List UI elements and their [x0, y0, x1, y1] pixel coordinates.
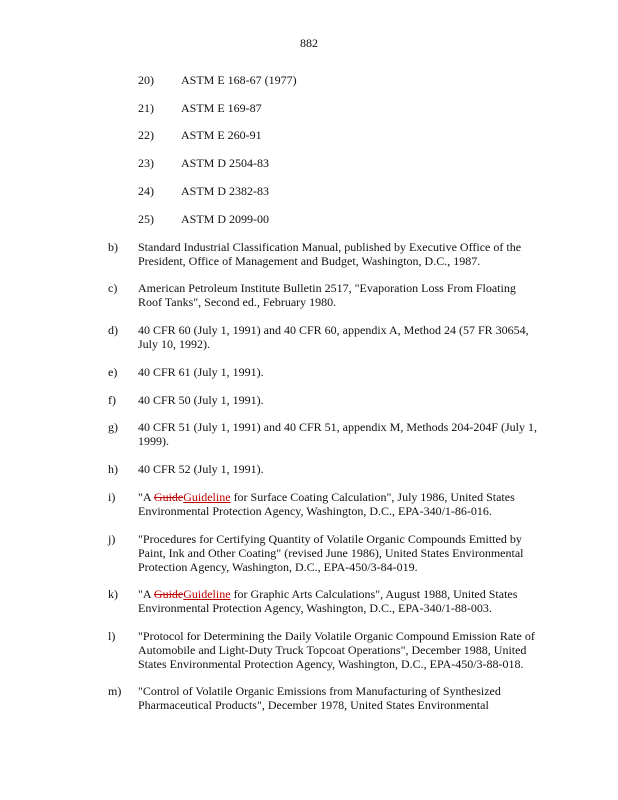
text-after-revision: for Surface Coating Calculation", July 1986, United States Environmental Protection Agency, Washington, D.C., EPA-340/1-86-016. [138, 490, 515, 518]
sub-item-21 [138, 101, 262, 115]
deleted-text: Guide [153, 490, 184, 504]
entry-letter: m) [108, 684, 122, 698]
sub-item-22 [138, 128, 262, 142]
entry-text: 40 CFR 52 (July 1, 1991). [138, 462, 264, 476]
entry-letter: h) [108, 462, 118, 476]
sub-item-text: ASTM E 169-87 [181, 101, 262, 115]
entry-letter: b) [108, 240, 118, 254]
sub-item-number: 25) [138, 212, 154, 226]
sub-item-24 [138, 184, 269, 198]
inserted-text: Guideline [183, 587, 231, 601]
entry-text: 40 CFR 51 (July 1, 1991) and 40 CFR 51, appendix M, Methods 204-204F (July 1, 1999). [138, 420, 538, 448]
entry-letter: e) [108, 365, 118, 379]
entry-letter: i) [108, 490, 116, 504]
entry-letter: l) [108, 629, 116, 643]
sub-item-number: 22) [138, 128, 154, 142]
sub-item-20 [138, 73, 297, 87]
entry-text: 40 CFR 60 (July 1, 1991) and 40 CFR 60, appendix A, Method 24 (57 FR 30654, July 10, 1992). [138, 323, 529, 351]
sub-item-number: 24) [138, 184, 154, 198]
entry-letter: c) [108, 281, 118, 295]
text-after-revision: for Graphic Arts Calculations", August 1988, United States Environmental Protection Agency, Washington, D.C., EPA-340/1-88-003. [138, 587, 518, 615]
sub-item-number: 20) [138, 73, 154, 87]
entry-letter: f) [108, 393, 116, 407]
entry-text [138, 587, 538, 615]
entry-text: "Protocol for Determining the Daily Volatile Organic Compound Emission Rate of Automobile and Light-Duty Truck Topcoat Operations", December 1988, United States Environmental Protection Agency, Washington, D.C., EPA-450/3-88-018. [138, 629, 535, 671]
entry-text: Standard Industrial Classification Manual, published by Executive Office of the President, Office of Management and Budget, Washington, D.C., 1987. [138, 240, 522, 268]
page-number: 882 [300, 36, 318, 50]
entry-letter: k) [108, 587, 118, 601]
text-before-revision: "A [138, 490, 154, 504]
inserted-text: Guideline [183, 490, 231, 504]
entry-text: 40 CFR 61 (July 1, 1991). [138, 365, 264, 379]
text-before-revision: "A [138, 587, 154, 601]
entry-text [138, 490, 538, 518]
entry-text: "Procedures for Certifying Quantity of Volatile Organic Compounds Emitted by Paint, Ink and Other Coating" (revised June 1986), United States Environmental Protection Agency, Washington, D.C., EPA-450/3-84-019. [138, 532, 524, 574]
sub-item-text: ASTM D 2382-83 [181, 184, 270, 198]
entry-letter: j) [108, 532, 116, 546]
entry-letter: d) [108, 323, 118, 337]
sub-item-text: ASTM D 2504-83 [181, 156, 270, 170]
deleted-text: Guide [153, 587, 184, 601]
entry-letter: g) [108, 420, 118, 434]
sub-item-number: 21) [138, 101, 154, 115]
sub-item-23 [138, 156, 269, 170]
sub-item-text: ASTM E 168-67 (1977) [181, 73, 297, 87]
sub-item-text: ASTM D 2099-00 [181, 212, 270, 226]
sub-item-25 [138, 212, 269, 226]
sub-item-text: ASTM E 260-91 [181, 128, 262, 142]
entry-text: "Control of Volatile Organic Emissions from Manufacturing of Synthesized Pharmaceutical Products", December 1978, United States Environmental [138, 684, 501, 712]
entry-text: 40 CFR 50 (July 1, 1991). [138, 393, 264, 407]
sub-item-number: 23) [138, 156, 154, 170]
entry-text: American Petroleum Institute Bulletin 2517, "Evaporation Loss From Floating Roof Tanks", Second ed., February 1980. [138, 281, 516, 309]
